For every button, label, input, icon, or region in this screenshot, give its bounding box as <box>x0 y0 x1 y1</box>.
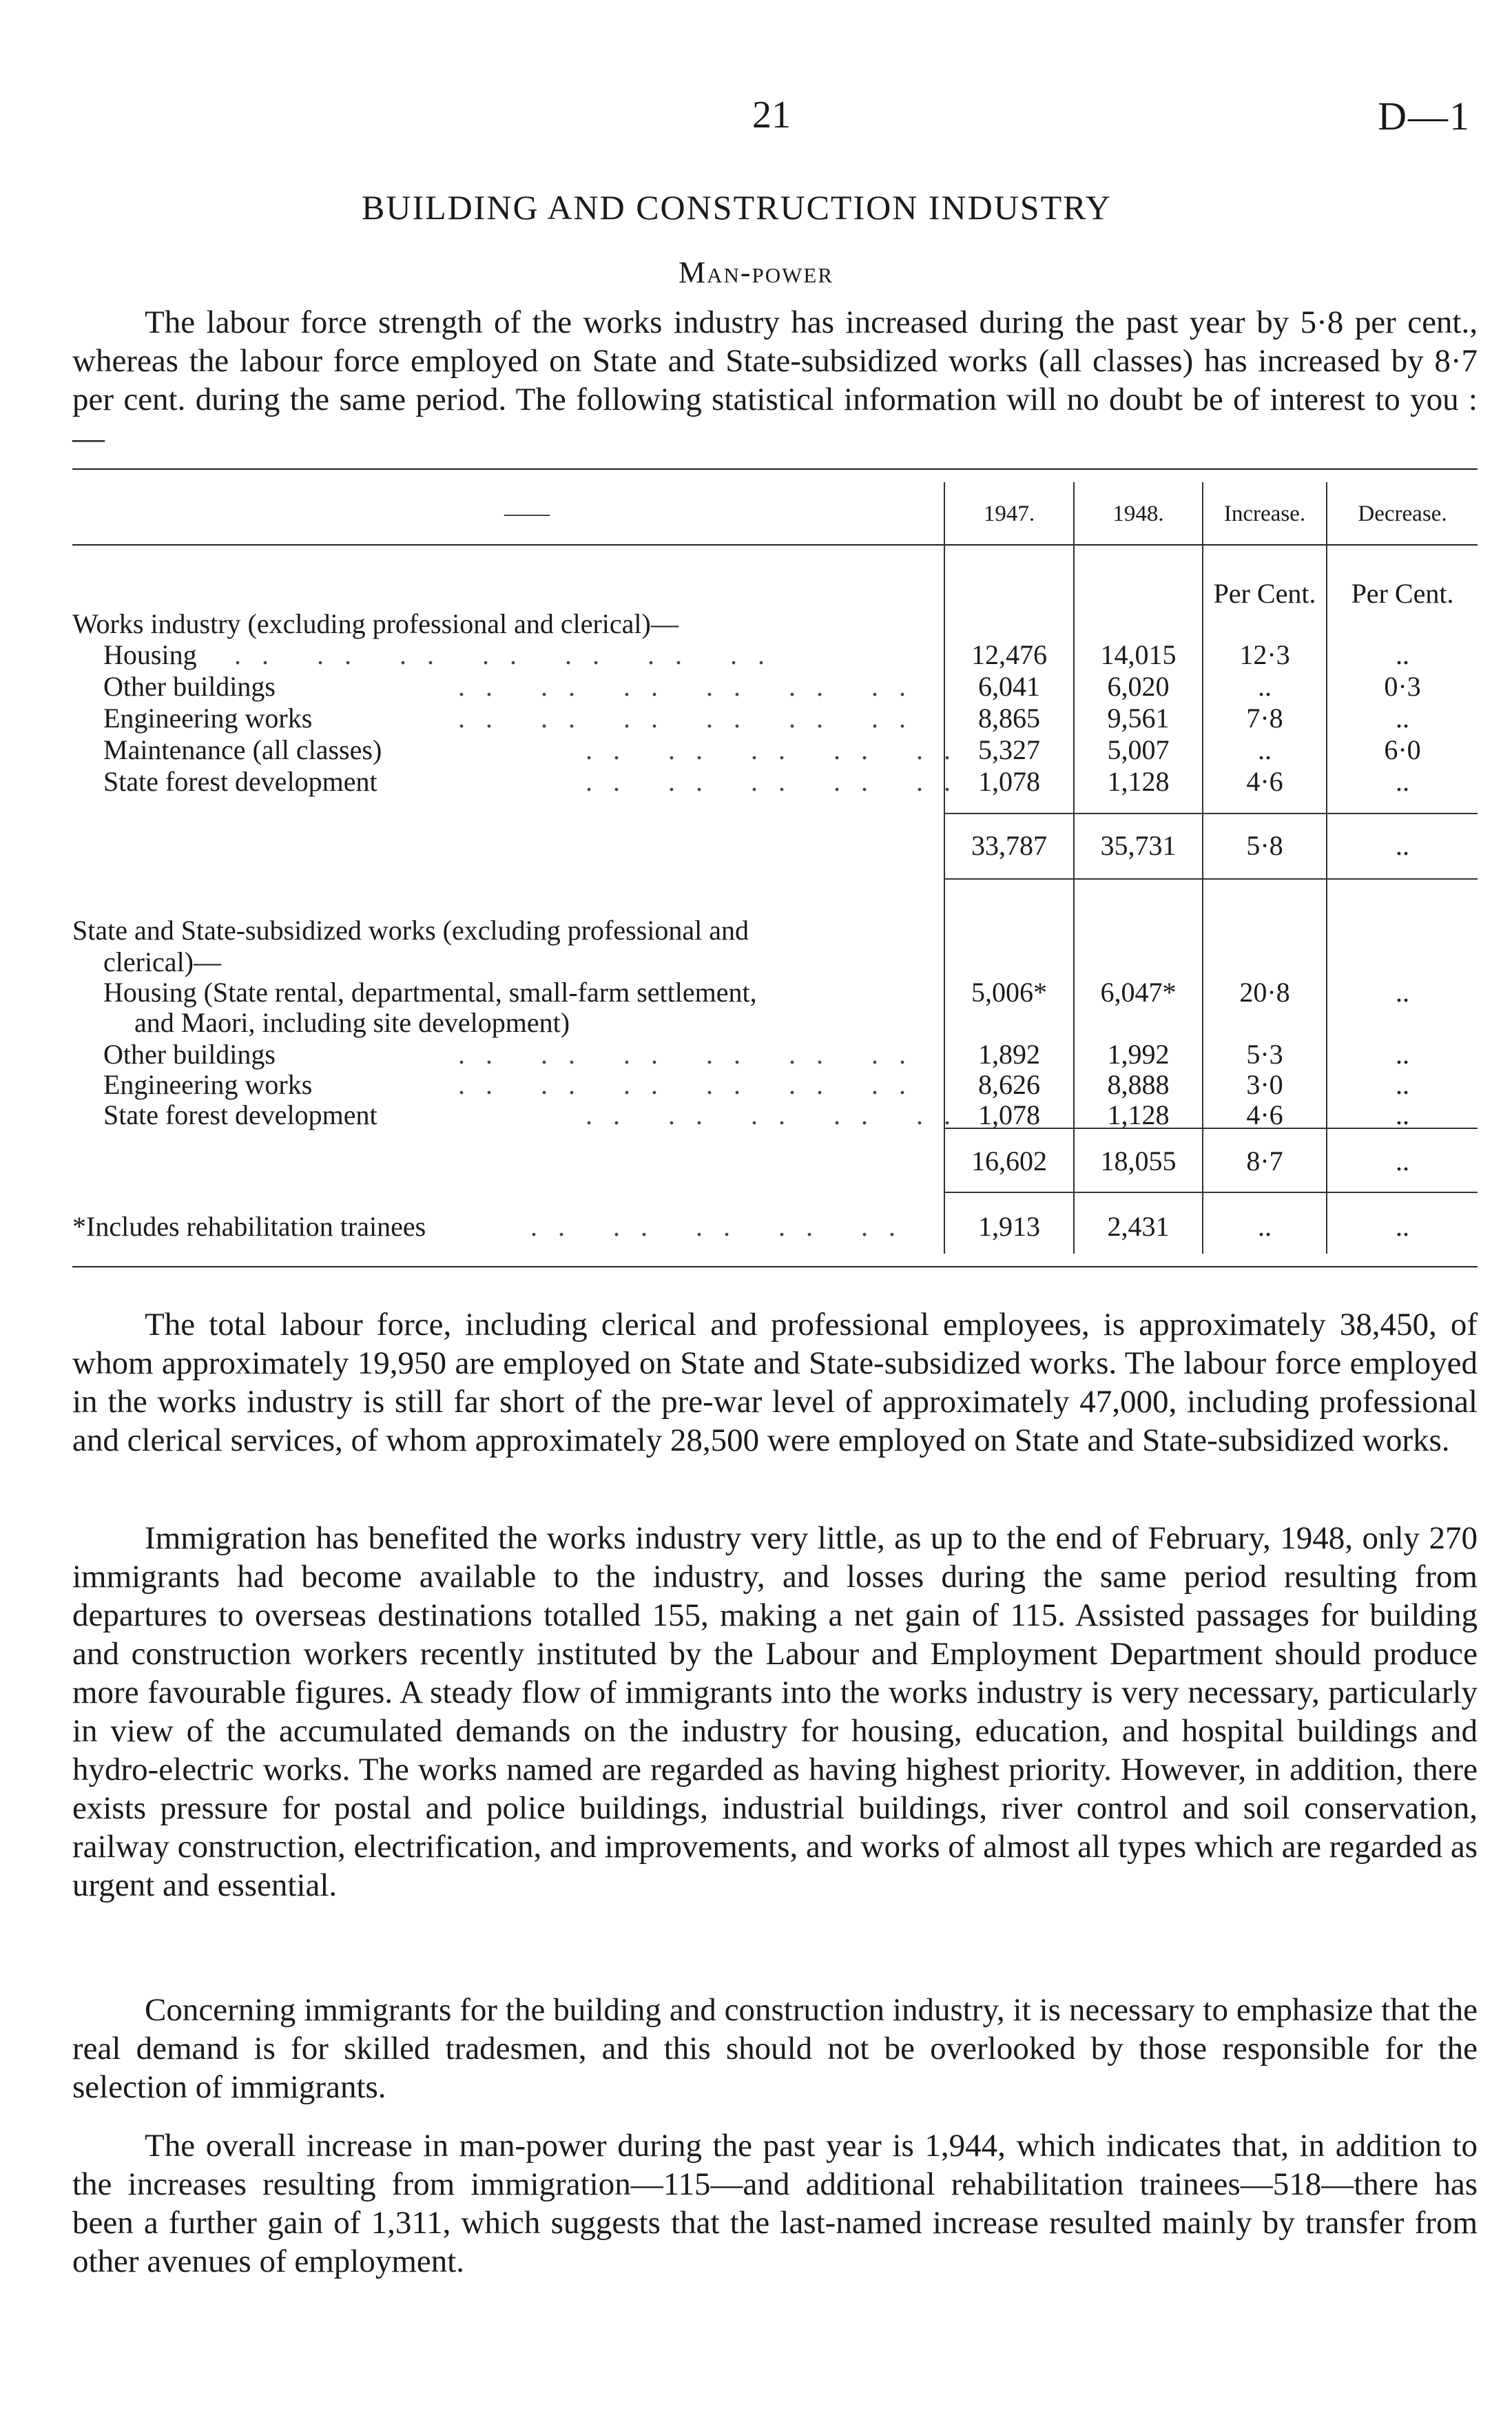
cell-decrease: 0·3 <box>1384 671 1421 702</box>
col-header-blank: —— <box>504 501 550 526</box>
cell-1947: 1,892 <box>978 1039 1040 1070</box>
leader-dots: .. .. .. .. .. .. <box>458 671 926 702</box>
total-1948: 18,055 <box>1100 1146 1177 1177</box>
cell-1948: 6,047* <box>1100 977 1177 1008</box>
section2-heading-cont: clerical)— <box>103 946 221 977</box>
col-header-increase: Increase. <box>1223 501 1306 526</box>
cell-1947: 1,078 <box>978 1099 1040 1130</box>
cell-increase: 5·3 <box>1246 1039 1283 1070</box>
section-subtitle: Man-power <box>678 256 834 289</box>
cell-1947: 1,913 <box>978 1211 1040 1242</box>
leader-dots: .. .. .. .. .. <box>586 1099 971 1130</box>
cell-1947: 8,626 <box>978 1069 1040 1100</box>
section1-heading: Works industry (excluding professional and clerical)— <box>72 608 679 639</box>
document-reference: D—1 <box>1378 94 1471 138</box>
cell-1948: 14,015 <box>1100 639 1177 670</box>
body-paragraph: Immigration has benefited the works industry very little, as up to the end of February, 1948, only 270 immigrants had become available to the industry, and losses during the same period resulting from departures to overseas destinations totalled 155, making a net gain of 115. Assisted passages for building and construction workers recently instituted by the Labour and Employment Department should produce more favourable figures. A steady flow of immigrants into the works industry is very necessary, particularly in view of the accumulated demands on the industry for housing, education, and hospital buildings and hydro-electric works. The works named are regarded as having highest priority. However, in addition, there exists pressure for postal and police buildings, industrial buildings, river control and soil conservation, railway construction, electrification, and improvements, and works of almost all types which are regarded as urgent and essential. <box>72 1520 1478 1903</box>
row-label: Housing <box>103 639 197 670</box>
subtotal-close-rule-2 <box>944 1192 1478 1193</box>
cell-increase: .. <box>1258 734 1272 765</box>
row-label: Other buildings <box>103 1039 276 1070</box>
body-paragraph: Concerning immigrants for the building and construction industry, it is necessary to emphasize that the real demand is for skilled tradesmen, and this should not be overlooked by those responsible for the selection of immigrants. <box>72 1992 1478 2105</box>
leader-dots: .. .. .. .. .. .. <box>458 1039 926 1070</box>
col-rule-1947 <box>944 482 945 1254</box>
subtotal-rule-1 <box>944 813 1478 814</box>
cell-1947: 5,327 <box>978 734 1040 765</box>
footnote-label: *Includes rehabilitation trainees <box>72 1211 426 1242</box>
cell-increase: 3·0 <box>1246 1069 1283 1100</box>
table-top-rule <box>72 468 1478 470</box>
cell-decrease: .. <box>1396 1099 1409 1130</box>
col-header-1947: 1947. <box>983 501 1035 526</box>
cell-1947: 8,865 <box>978 703 1040 734</box>
total-decrease: .. <box>1396 830 1409 861</box>
cell-decrease: .. <box>1396 766 1409 797</box>
cell-increase: .. <box>1258 671 1272 702</box>
cell-increase: .. <box>1258 1211 1272 1242</box>
row-label: Engineering works <box>103 1069 313 1100</box>
row-label-cont: and Maori, including site development) <box>134 1007 570 1038</box>
total-increase: 5·8 <box>1246 830 1283 861</box>
cell-decrease: .. <box>1396 977 1409 1008</box>
cell-decrease: .. <box>1396 1039 1409 1070</box>
leader-dots: .. .. .. .. .. <box>586 766 971 797</box>
cell-1948: 8,888 <box>1107 1069 1170 1100</box>
row-label: State forest development <box>103 766 377 797</box>
row-label: Housing (State rental, departmental, small-farm settlement, <box>103 977 757 1008</box>
total-1947: 16,602 <box>971 1146 1047 1177</box>
cell-increase: 7·8 <box>1246 703 1283 734</box>
cell-1947: 5,006* <box>971 977 1047 1008</box>
cell-1948: 5,007 <box>1107 734 1170 765</box>
total-1948: 35,731 <box>1100 830 1177 861</box>
cell-1947: 12,476 <box>971 639 1047 670</box>
table-header-rule <box>72 544 1478 546</box>
col-header-1948: 1948. <box>1112 501 1164 526</box>
cell-increase: 12·3 <box>1239 639 1290 670</box>
unit-decrease: Per Cent. <box>1351 578 1454 609</box>
row-label: Engineering works <box>103 703 313 734</box>
col-rule-1948 <box>1073 482 1075 1254</box>
leader-dots: .. .. .. .. .. .. .. <box>234 639 785 670</box>
cell-decrease: .. <box>1396 639 1409 670</box>
cell-1948: 6,020 <box>1107 671 1170 702</box>
body-paragraph: The overall increase in man-power during the past year is 1,944, which indicates that, in addition to the increases resulting from immigration—115—and additional rehabilitation trainees—518—there has been a further gain of 1,311, which suggests that the last-named increase resulted mainly by transfer from other avenues of employment. <box>72 2128 1478 2279</box>
total-decrease: .. <box>1396 1146 1409 1177</box>
subtotal-close-rule-1 <box>944 878 1478 880</box>
total-1947: 33,787 <box>971 830 1047 861</box>
cell-1947: 1,078 <box>978 766 1040 797</box>
cell-increase: 20·8 <box>1239 977 1290 1008</box>
leader-dots: .. .. .. .. .. .. <box>458 703 926 734</box>
cell-1948: 1,128 <box>1107 766 1170 797</box>
page-number: 21 <box>752 94 791 136</box>
row-label: Maintenance (all classes) <box>103 734 382 765</box>
cell-increase: 4·6 <box>1246 1099 1283 1130</box>
cell-decrease: .. <box>1396 703 1409 734</box>
leader-dots: .. .. .. .. .. <box>530 1211 916 1242</box>
cell-1948: 2,431 <box>1107 1211 1170 1242</box>
table-bottom-rule <box>72 1266 1478 1267</box>
cell-decrease: 6·0 <box>1384 734 1421 765</box>
cell-decrease: .. <box>1396 1211 1409 1242</box>
section-title: BUILDING AND CONSTRUCTION INDUSTRY <box>362 188 1112 227</box>
cell-increase: 4·6 <box>1246 766 1283 797</box>
row-label: State forest development <box>103 1099 377 1130</box>
body-paragraph: The total labour force, including clerical and professional employees, is approximately 38,450, of whom approximately 19,950 are employed on State and State-subsidized works. The labour force employed in the works industry is still far short of the pre-war level of approximately 47,000, including professional and clerical services, of whom approximately 28,500 were employed on State and State-subsidized works. <box>72 1307 1478 1458</box>
cell-decrease: .. <box>1396 1069 1409 1100</box>
section2-heading: State and State-subsidized works (excluding professional and <box>72 915 749 946</box>
unit-increase: Per Cent. <box>1213 578 1316 609</box>
col-header-decrease: Decrease. <box>1358 501 1447 526</box>
row-label: Other buildings <box>103 671 276 702</box>
leader-dots: .. .. .. .. .. <box>586 734 971 765</box>
cell-1948: 1,992 <box>1107 1039 1170 1070</box>
manpower-table <box>72 468 1478 1288</box>
cell-1947: 6,041 <box>978 671 1040 702</box>
intro-paragraph: The labour force strength of the works industry has increased during the past year by 5·8 per cent., whereas the labour force employed on State and State-subsidized works (all classes) has increased by 8·7 per cent. during the same period. The following statistical information will no doubt be of interest to you :— <box>72 304 1478 456</box>
total-increase: 8·7 <box>1246 1146 1283 1177</box>
cell-1948: 9,561 <box>1107 703 1170 734</box>
cell-1948: 1,128 <box>1107 1099 1170 1130</box>
leader-dots: .. .. .. .. .. .. <box>458 1069 926 1100</box>
